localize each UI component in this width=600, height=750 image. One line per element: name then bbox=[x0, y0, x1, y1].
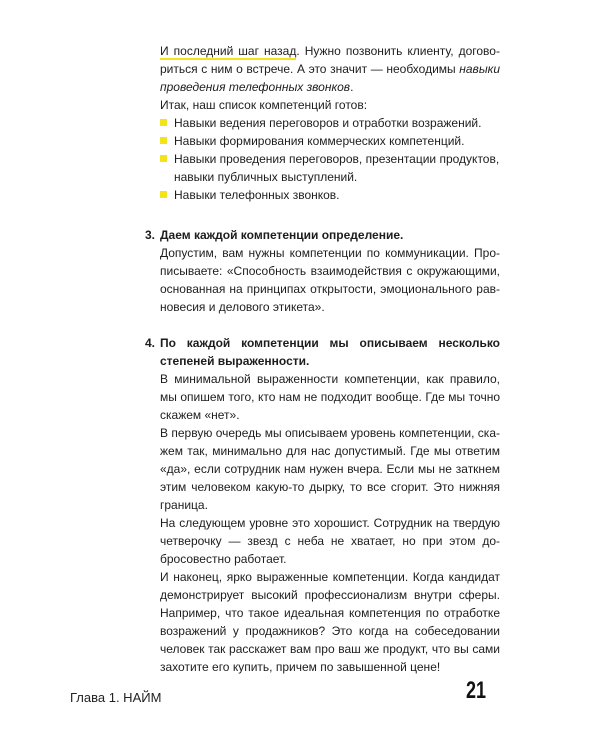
list-item bbox=[160, 132, 500, 150]
section-4-paragraph: И наконец, ярко выраженные компетенции. Когда кандидат демонстрирует высокий профессионализм внутри сферы. Например, что такое идеальная компетенция по отработке возражений у продажников? Это когда на собеседовании человек так расскажет вам про ваш же продукт, что вы сами захотите его купить, причем по завышенной цене! bbox=[160, 570, 500, 674]
section-4-paragraph: В минимальной выраженности компетенции, как правило, мы опишем того, кто нам не подходит вообще. Где мы точно скажем «нет». bbox=[160, 372, 500, 422]
section-3-heading bbox=[145, 226, 500, 244]
intro-paragraph bbox=[160, 42, 500, 96]
list-item-text: Навыки телефонных звонков. bbox=[174, 188, 340, 202]
list-item-text: Навыки формирования коммерческих компетенций. bbox=[174, 134, 465, 148]
bullet-square-icon bbox=[160, 155, 167, 162]
section-4 bbox=[145, 334, 500, 676]
list-item bbox=[160, 150, 500, 186]
chapter-title: Глава 1. НАЙМ bbox=[70, 690, 162, 705]
list-item-text: Навыки проведения переговоров, презентации продуктов, навыки публичных выступлений. bbox=[174, 152, 500, 184]
highlighted-phrase: И последний шаг назад bbox=[160, 44, 297, 58]
bullet-square-icon bbox=[160, 119, 167, 126]
page-body bbox=[145, 42, 500, 676]
section-4-title: По каждой компетенции мы описываем несколько степеней выраженности. bbox=[160, 336, 500, 368]
competency-list bbox=[160, 114, 500, 204]
section-4-heading bbox=[145, 334, 500, 370]
section-3-body: Допустим, вам нужны компетенции по коммуникации. Прописываете: «Способность взаимодействия с окружающими, основанная на принципах открытости, эмоционального равновесия и делового этикета». bbox=[160, 246, 500, 314]
bullet-square-icon bbox=[160, 191, 167, 198]
list-intro: Итак, наш список компетенций готов: bbox=[160, 98, 368, 112]
section-3 bbox=[145, 226, 500, 316]
list-item bbox=[160, 186, 500, 204]
intro-text: . Нужно позвонить клиенту, договориться с ним о встрече. А это значит — необходимы bbox=[160, 44, 500, 76]
list-item-text: Навыки ведения переговоров и отработки возражений. bbox=[174, 116, 482, 130]
section-4-paragraph: В первую очередь мы описываем уровень компетенции, скажем так, минимально для нас допустимый. Где мы ответим «да», если сотрудник нам нужен вчера. Если мы не заткнем этим человеком какую-то дырку, то все сгорит. Это нижняя граница. bbox=[160, 426, 500, 512]
section-4-number: 4. bbox=[145, 336, 156, 350]
section-3-number: 3. bbox=[145, 228, 156, 242]
bullet-square-icon bbox=[160, 137, 167, 144]
section-4-paragraph: На следующем уровне это хорошист. Сотрудник на твердую четверочку — звезд с неба не хватает, но при этом добросовестно работает. bbox=[160, 516, 500, 566]
list-item bbox=[160, 114, 500, 132]
page-number: 21 bbox=[466, 677, 487, 704]
intro-end: . bbox=[350, 80, 354, 94]
section-3-title: Даем каждой компетенции определение. bbox=[160, 228, 404, 242]
intro-italic-text: навыки проведения телефонных звонков bbox=[160, 62, 500, 94]
